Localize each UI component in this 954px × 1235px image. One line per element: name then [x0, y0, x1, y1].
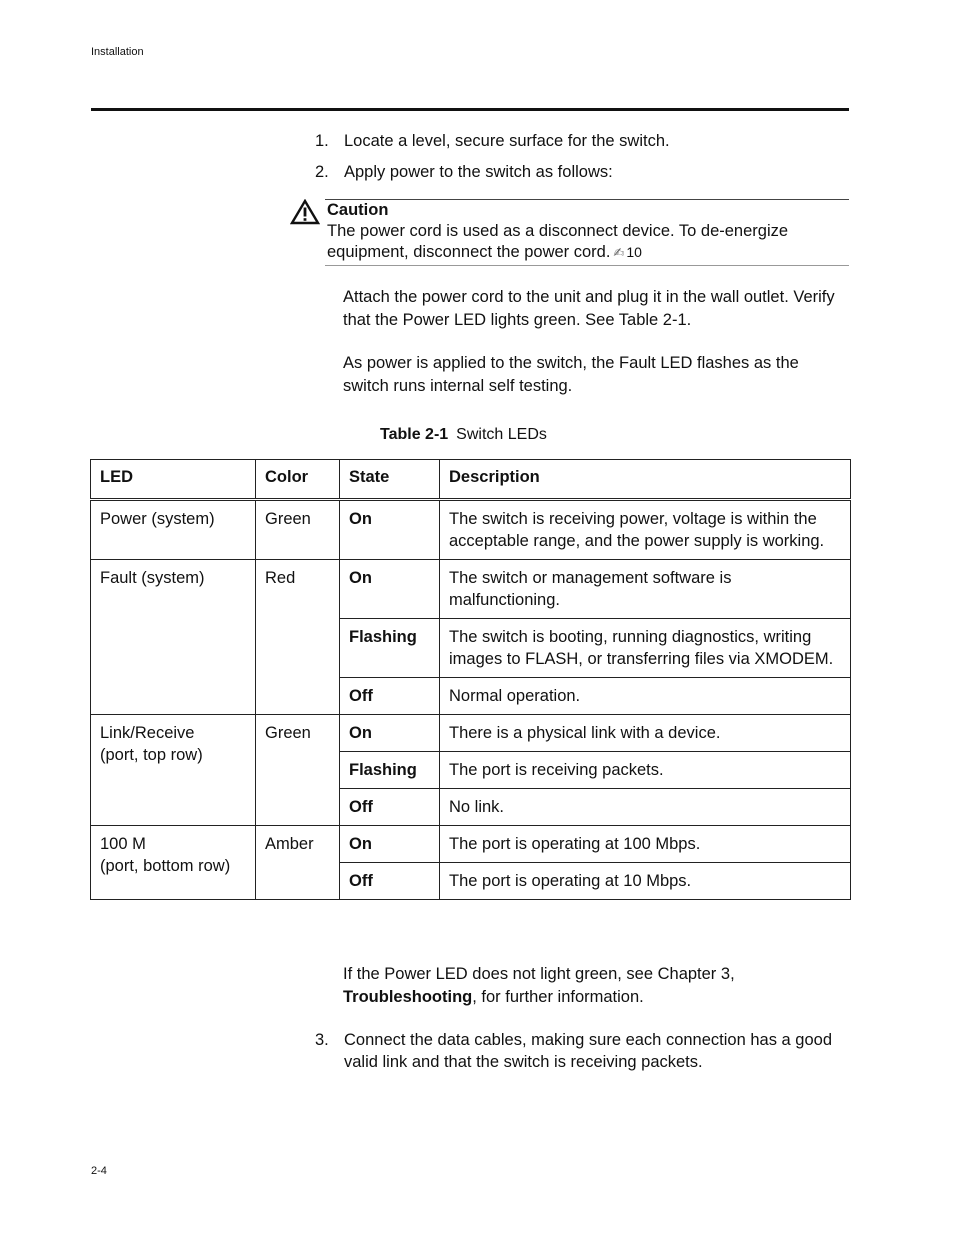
step-number: 2. [315, 163, 329, 181]
signature-icon: ✍ [613, 245, 625, 260]
troubleshooting-chapter-title: Troubleshooting [343, 988, 473, 1006]
description-cell: No link. [440, 789, 851, 826]
led-cell [91, 500, 256, 560]
caution-ref-number: 10 [626, 244, 642, 260]
led-cell [91, 826, 256, 900]
table-row [91, 500, 851, 560]
description-cell: The switch or management software is malfunctioning. [440, 560, 851, 619]
description-cell: Normal operation. [440, 678, 851, 715]
state-cell: Flashing [340, 619, 440, 678]
column-header-state: State [340, 460, 440, 500]
color-cell: Amber [256, 826, 340, 900]
led-cell [91, 560, 256, 715]
step-text: Apply power to the switch as follows: [344, 163, 613, 181]
column-header-color: Color [256, 460, 340, 500]
running-header: Installation [91, 46, 144, 58]
led-name: Link/Receive [100, 724, 195, 742]
caution-body [327, 221, 847, 263]
state-cell: Off [340, 863, 440, 900]
step-text: Locate a level, secure surface for the switch. [344, 132, 670, 150]
color-cell: Green [256, 715, 340, 826]
color-cell: Red [256, 560, 340, 715]
troubleshooting-text-after: , for further information. [472, 988, 644, 1006]
switch-leds-table [90, 459, 851, 900]
warning-triangle-icon [290, 199, 320, 225]
state-cell: Off [340, 678, 440, 715]
description-cell: The switch is receiving power, voltage is within the acceptable range, and the power supply is working. [440, 500, 851, 560]
led-name: 100 M [100, 835, 146, 853]
led-location: (port, bottom row) [100, 857, 231, 875]
description-cell: There is a physical link with a device. [440, 715, 851, 752]
paragraph-attach-power: Attach the power cord to the unit and plug it in the wall outlet. Verify that the Power LED lights green. See Table 2-1. [343, 288, 835, 329]
description-cell: The port is operating at 100 Mbps. [440, 826, 851, 863]
column-header-description: Description [440, 460, 851, 500]
led-location: (port, top row) [100, 746, 203, 764]
table-caption [380, 426, 547, 444]
header-rule [91, 108, 849, 111]
state-cell: On [340, 560, 440, 619]
description-cell: The switch is booting, running diagnostics, writing images to FLASH, or transferring files via XMODEM. [440, 619, 851, 678]
caution-title: Caution [327, 201, 389, 219]
table-header-row [91, 460, 851, 500]
state-cell: Flashing [340, 752, 440, 789]
step-text: Connect the data cables, making sure each connection has a good valid link and that the switch is receiving packets. [344, 1031, 832, 1071]
table-row [91, 826, 851, 863]
paragraph-troubleshooting [343, 963, 849, 1009]
caution-top-rule [325, 199, 849, 200]
description-cell: The port is receiving packets. [440, 752, 851, 789]
color-cell: Green [256, 500, 340, 560]
table-row [91, 715, 851, 752]
paragraph-self-test: As power is applied to the switch, the Fault LED flashes as the switch runs internal self testing. [343, 354, 799, 395]
page-number: 2-4 [91, 1165, 107, 1177]
table-row [91, 560, 851, 619]
caution-bottom-rule [325, 265, 849, 266]
state-cell: On [340, 500, 440, 560]
led-cell [91, 715, 256, 826]
column-header-led: LED [91, 460, 256, 500]
led-name: Fault (system) [100, 569, 205, 587]
troubleshooting-text-before: If the Power LED does not light green, see Chapter 3, [343, 965, 735, 983]
state-cell: Off [340, 789, 440, 826]
table-caption-title: Switch LEDs [456, 426, 547, 443]
description-cell: The port is operating at 10 Mbps. [440, 863, 851, 900]
step-number: 1. [315, 132, 329, 150]
step-number: 3. [315, 1031, 329, 1049]
state-cell: On [340, 826, 440, 863]
table-caption-label: Table 2-1 [380, 426, 449, 443]
state-cell: On [340, 715, 440, 752]
led-name: Power (system) [100, 510, 215, 528]
caution-text: The power cord is used as a disconnect device. To de-energize equipment, disconnect the power cord. [327, 222, 789, 261]
